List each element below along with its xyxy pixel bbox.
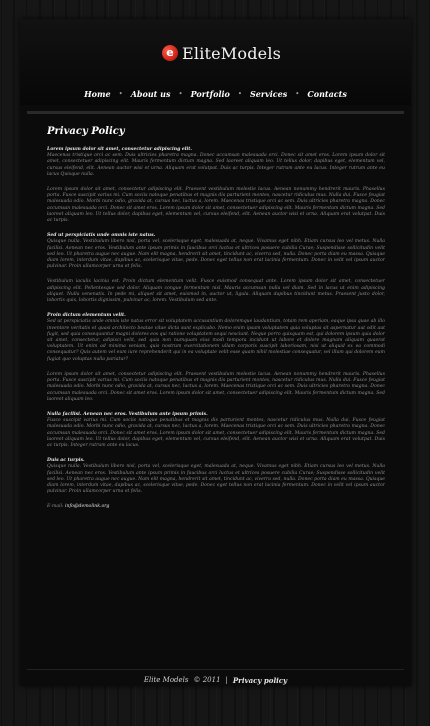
privacy-policy-link[interactable]: Privacy policy xyxy=(232,675,288,685)
section-body: Fusce suscipit varius mi. Cum sociis natoque penatibus et magnis dis parturient montes, nascetur ridiculus mus. Nulla dui. Fusce feugiat malesuada odio. Morbi nunc odio, gravida at, cursus nec, luctus a, lorem. Maecenas tristique orci ac sem. Duis ultricies pharetra magna. Donec accumsan malesuada orci. Donec sit amet eros. Lorem ipsum dolor sit amet, consectetuer adipiscing elit. Mauris fermentum dictum magna. Sed laoreet aliquam leo. Ut tellus dolor, dapibus eget, elementum vel, cursus eleifend, elit. Aenean auctor wisi et urna. Aliquam erat volutpat. Duis ac turpis. Integer rutrum ante eu lacus. xyxy=(47,418,385,448)
header-divider xyxy=(27,111,404,114)
section-heading: Sed ut perspiciatis unde omnis iste natus. xyxy=(47,233,156,239)
email-link[interactable]: info@demolink.org xyxy=(65,504,110,510)
page-title: Privacy Policy xyxy=(47,126,125,137)
section-body: Lorem ipsum dolor sit amet, consectetur adipiscing elit. Praesent vestibulum molestie lacus. Aenean nonummy hendrerit mauris. Phasellus porta. Fusce suscipit varius mi. Cum sociis natoque penatibus et magnis dis parturient montes, nascetur ridiculus mus. Nulla dui. Fusce feugiat malesuada odio. Morbi nunc odio, gravida at, cursus nec, luctus a, lorem. Maecenas tristique orci ac sem. Duis ultricies pharetra magna. Donec accumsan malesuada orci. Donec sit amet eros. Lorem ipsum dolor sit amet, consectetuer adipiscing elit. Mauris fermentum dictum magna. Sed laoreet aliquam leo. xyxy=(47,371,385,402)
nav-item-about-us[interactable]: About us xyxy=(130,89,171,99)
main-content xyxy=(47,126,385,646)
nav-item-services[interactable]: Services xyxy=(250,89,288,99)
footer-copyright: © 2011 xyxy=(193,676,221,684)
page-container xyxy=(20,19,411,686)
header xyxy=(20,19,411,105)
email-label: E-mail: xyxy=(47,504,64,510)
main-nav xyxy=(20,87,411,101)
policy-section xyxy=(47,187,385,224)
nav-item-portfolio[interactable]: Portfolio xyxy=(190,89,230,99)
section-heading: Nulla facilisi. Aenean nec eros. Vestibulum ante ipsum primis. xyxy=(47,411,208,417)
email-line xyxy=(47,504,385,510)
section-body: Quisque nulla. Vestibulum libero nisl, porta vel, scelerisque eget, malesuada at, neque. Vivamus eget nibh. Etiam cursus leo vel metus. Nulla facilisi. Aenean nec eros. Vestibulum ante ipsum primis in faucibus orci luctus et ultrices posuere cubilia Curae; Suspendisse sollicitudin velit sed leo. Ut pharetra augue nec augue. Nam elit magna, hendrerit sit amet, tincidunt ac, viverra sed, nulla. Donec porta diam eu massa. Quisque diam lorem, interdum vitae, dapibus ac, scelerisque vitae, pede. Donec eget tellus non erat lacinia fermentum. Donec in velit vel ipsum auctor pulvinar. Proin ullamcorper urna et felis. xyxy=(47,464,385,495)
nav-separator: • xyxy=(118,90,123,98)
policy-section xyxy=(47,147,385,178)
policy-section xyxy=(47,313,385,363)
footer-separator: | xyxy=(225,676,228,684)
section-heading: Duis ac turpis. xyxy=(47,458,85,464)
nav-separator: • xyxy=(295,90,300,98)
footer-divider xyxy=(27,669,404,670)
nav-separator: • xyxy=(178,90,183,98)
policy-section xyxy=(47,412,385,449)
logo[interactable] xyxy=(162,43,281,63)
section-body: Quisque nulla. Vestibulum libero nisl, porta vel, scelerisque eget, malesuada at, neque. Vivamus eget nibh. Etiam cursus leo vel metus. Nulla facilisi. Aenean nec eros. Vestibulum ante ipsum primis in faucibus orci luctus et ultrices posuere cubilia Curae; Suspendisse sollicitudin velit sed leo. Ut pharetra augue nec augue. Nam elit magna, hendrerit sit amet, tincidunt ac, viverra sed, nulla. Donec porta diam eu massa. Quisque diam lorem, interdum vitae, dapibus ac, scelerisque vitae, pede. Donec eget tellus non erat lacinia fermentum. Donec in velit vel ipsum auctor pulvinar. Proin ullamcorper urna et felis. xyxy=(47,239,385,270)
logo-badge-icon: e xyxy=(162,45,178,61)
section-body: Sed ut perspiciatis unde omnis iste natus error sit voluptatem accusantium doloremque laudantium, totam rem aperiam, eaque ipsa quae ab illo inventore veritatis et quasi architecto beatae vitae dicta sunt explicabo. Nemo enim ipsam voluptatem quia voluptas sit aspernatur aut odit aut fugit, sed quia consequuntur magni dolores eos qui ratione voluptatem sequi nesciunt. Neque porro quisquam est, qui dolorem ipsum quia dolor sit amet, consectetur, adipisci velit, sed quia non numquam eius modi tempora incidunt ut labore et dolore magnam aliquam quaerat voluptatem. Ut enim ad minima veniam, quis nostrum exercitationem ullam corporis suscipit laboriosam, nisi ut aliquid ex ea commodi consequatur? Quis autem vel eum iure reprehenderit qui in ea voluptate velit esse quam nihil molestiae consequatur, vel illum qui dolorem eum fugiat quo voluptas nulla pariatur? xyxy=(47,319,385,362)
nav-separator: • xyxy=(237,90,243,98)
section-heading: Lorem ipsum dolor sit amet, consectetur adipiscing elit. xyxy=(47,147,193,152)
footer xyxy=(20,674,411,686)
nav-item-contacts[interactable]: Contacts xyxy=(307,89,347,99)
policy-section xyxy=(47,458,385,495)
logo-text: EliteModels xyxy=(182,43,282,63)
section-body: Lorem ipsum dolor sit amet, consectetur adipiscing elit. Praesent vestibulum molestie lacus. Aenean nonummy hendrerit mauris. Phasellus porta. Fusce suscipit varius mi. Cum sociis natoque penatibus et magnis dis parturient montes, nascetur ridiculus mus. Nulla dui. Fusce feugiat malesuada odio. Morbi nunc odio, gravida at, cursus nec, luctus a, lorem. Maecenas tristique orci ac sem. Duis ultricies pharetra magna. Donec accumsan malesuada orci. Donec sit amet eros. Lorem ipsum dolor sit amet, consectetuer adipiscing elit. Mauris fermentum dictum magna. Sed laoreet aliquam leo. Ut tellus dolor, dapibus eget, elementum vel, cursus eleifend, elit. Aenean auctor wisi et urna. Aliquam erat volutpat. Duis ac turpis. xyxy=(47,187,385,224)
footer-brand: Elite Models xyxy=(143,676,189,684)
nav-item-home[interactable]: Home xyxy=(84,89,111,99)
section-body: Vestibulum iaculis lacinia est. Proin dictum elementum velit. Fusce euismod consequat ante. Lorem ipsum dolor sit amet, consectetuer adipiscing elit. Pellentesque sed dolor. Aliquam congue fermentum nisl. Mauris accumsan nulla vel diam. Sed in lacus ut enim adipiscing aliquet. Nulla venenatis. In pede mi, aliquet sit amet, euismod in, auctor ut, ligula. Aliquam dapibus tincidunt metus. Praesent justo dolor, lobortis quis, lobortis dignissim, pulvinar ac, lorem. Vestibulum sed ante. xyxy=(47,279,385,304)
section-heading: Proin dictum elementum velit. xyxy=(47,313,126,319)
policy-section xyxy=(47,372,385,403)
policy-section xyxy=(47,279,385,304)
section-body: Maecenas tristique orci ac sem. Duis ultricies pharetra magna. Donec accumsan malesuada orci. Donec sit amet eros. Lorem ipsum dolor sit amet, consectetuer adipiscing elit. Mauris fermentum dictum magna. Sed laoreet aliquam leo. Ut tellus dolor, dapibus eget, elementum vel, cursus eleifend, elit. Aenean auctor wisi et urna. Aliquam erat volutpat. Duis ac turpis. Integer rutrum ante eu lacus. Integer rutrum ante eu lacus Quisque nulla. xyxy=(47,153,385,177)
policy-section xyxy=(47,233,385,270)
